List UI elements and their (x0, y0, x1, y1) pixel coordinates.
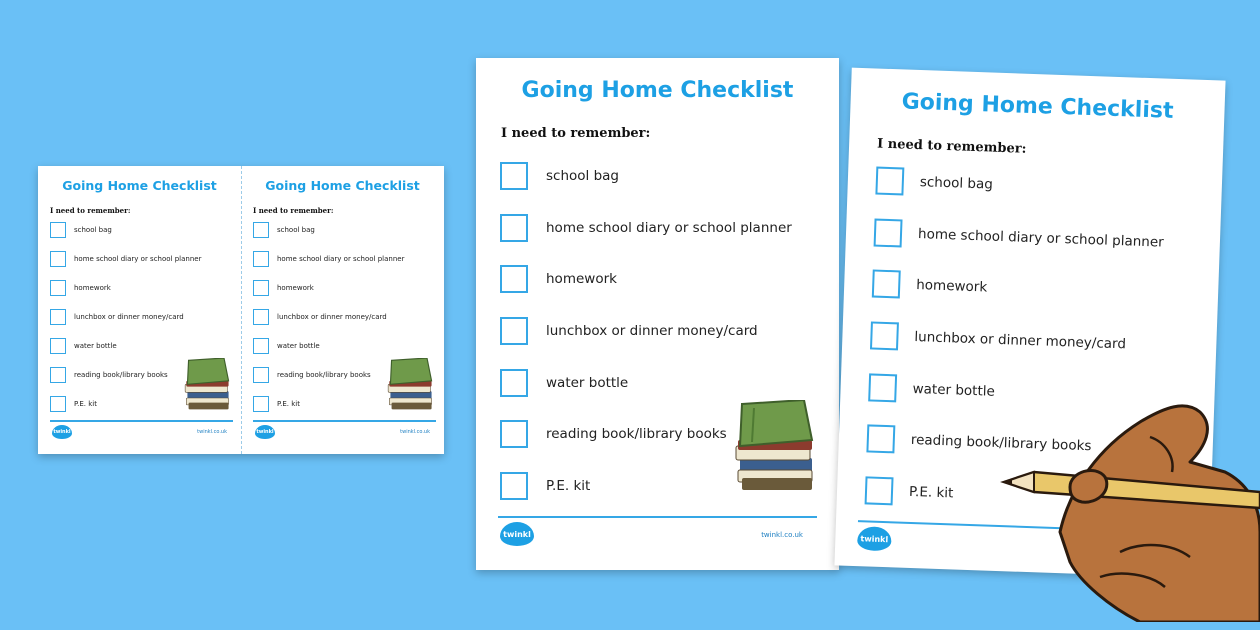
checkbox[interactable] (253, 222, 269, 238)
checklist-item: school bag (38, 222, 241, 238)
checklist-item: school bag (476, 162, 839, 190)
checkbox[interactable] (874, 219, 903, 248)
checkbox[interactable] (50, 396, 66, 412)
books-icon (387, 358, 435, 414)
checklist-item: reading book/library books (476, 420, 839, 448)
checklist-item: P.E. kit (476, 472, 839, 500)
checklist-item: home school diary or school planner (846, 218, 1221, 259)
checklist-item: water bottle (241, 338, 444, 354)
checkbox[interactable] (866, 424, 895, 453)
checkbox[interactable] (500, 265, 528, 293)
checklist-item: reading book/library books (38, 367, 241, 383)
checklist-subtitle: I need to remember: (501, 126, 651, 141)
checkbox[interactable] (870, 321, 899, 350)
checkbox[interactable] (868, 373, 897, 402)
checkbox[interactable] (253, 367, 269, 383)
checklist-subtitle: I need to remember: (253, 206, 334, 215)
site-url: twinkl.co.uk (197, 429, 227, 435)
checkbox[interactable] (50, 367, 66, 383)
checklist-title: Going Home Checklist (265, 178, 420, 193)
site-url: twinkl.co.uk (761, 531, 803, 539)
checklist-item: reading book/library books (241, 367, 444, 383)
checkbox[interactable] (500, 420, 528, 448)
checkbox[interactable] (875, 167, 904, 196)
checkbox[interactable] (253, 280, 269, 296)
small-double-worksheet (38, 166, 444, 454)
checklist-subtitle: I need to remember: (50, 206, 131, 215)
checkbox[interactable] (50, 338, 66, 354)
checklist-item: homework (241, 280, 444, 296)
checklist-item: water bottle (840, 372, 1215, 413)
checkbox[interactable] (500, 369, 528, 397)
checklist-item: water bottle (476, 369, 839, 397)
books-icon (734, 400, 818, 498)
site-url: twinkl.co.uk (400, 429, 430, 435)
checklist-item: school bag (847, 166, 1222, 207)
checklist-item: lunchbox or dinner money/card (38, 309, 241, 325)
hand-with-pencil-icon (1000, 392, 1260, 622)
checkbox[interactable] (50, 280, 66, 296)
checklist-item: school bag (241, 222, 444, 238)
checkbox[interactable] (50, 309, 66, 325)
checkbox[interactable] (500, 472, 528, 500)
checkbox[interactable] (253, 251, 269, 267)
checkbox[interactable] (253, 338, 269, 354)
checkbox[interactable] (253, 309, 269, 325)
small-right-checklist (241, 166, 444, 454)
checklist-item: lunchbox or dinner money/card (241, 309, 444, 325)
middle-worksheet (476, 58, 839, 570)
checklist-item: home school diary or school planner (241, 251, 444, 267)
checkbox[interactable] (50, 222, 66, 238)
checklist-title: Going Home Checklist (62, 178, 217, 193)
checklist-title: Going Home Checklist (901, 89, 1174, 124)
footer-rule (50, 420, 233, 422)
checkbox[interactable] (500, 214, 528, 242)
books-icon (184, 358, 232, 414)
checklist-item: homework (844, 269, 1219, 310)
checkbox[interactable] (500, 317, 528, 345)
checkbox[interactable] (865, 476, 894, 505)
twinkl-logo-icon: twinkl (500, 522, 534, 546)
checklist-title: Going Home Checklist (521, 78, 794, 103)
checkbox[interactable] (50, 251, 66, 267)
checklist-item: P.E. kit (837, 475, 1212, 516)
checkbox[interactable] (500, 162, 528, 190)
small-left-checklist (38, 166, 241, 454)
checklist-item: water bottle (38, 338, 241, 354)
checklist-item: homework (476, 265, 839, 293)
checklist-item: lunchbox or dinner money/card (842, 320, 1217, 361)
checklist-item: lunchbox or dinner money/card (476, 317, 839, 345)
checklist-item: reading book/library books (838, 423, 1213, 464)
twinkl-logo-icon: twinkl (255, 425, 275, 439)
checkbox[interactable] (253, 396, 269, 412)
checklist-item: P.E. kit (38, 396, 241, 412)
twinkl-logo-icon: twinkl (857, 526, 892, 551)
twinkl-logo-icon: twinkl (52, 425, 72, 439)
checklist-item: P.E. kit (241, 396, 444, 412)
checklist-subtitle: I need to remember: (876, 136, 1027, 157)
checkbox[interactable] (872, 269, 901, 298)
checklist-item: home school diary or school planner (476, 214, 839, 242)
footer-rule (253, 420, 436, 422)
checklist-item: homework (38, 280, 241, 296)
footer-rule (498, 516, 817, 518)
checklist-item: home school diary or school planner (38, 251, 241, 267)
